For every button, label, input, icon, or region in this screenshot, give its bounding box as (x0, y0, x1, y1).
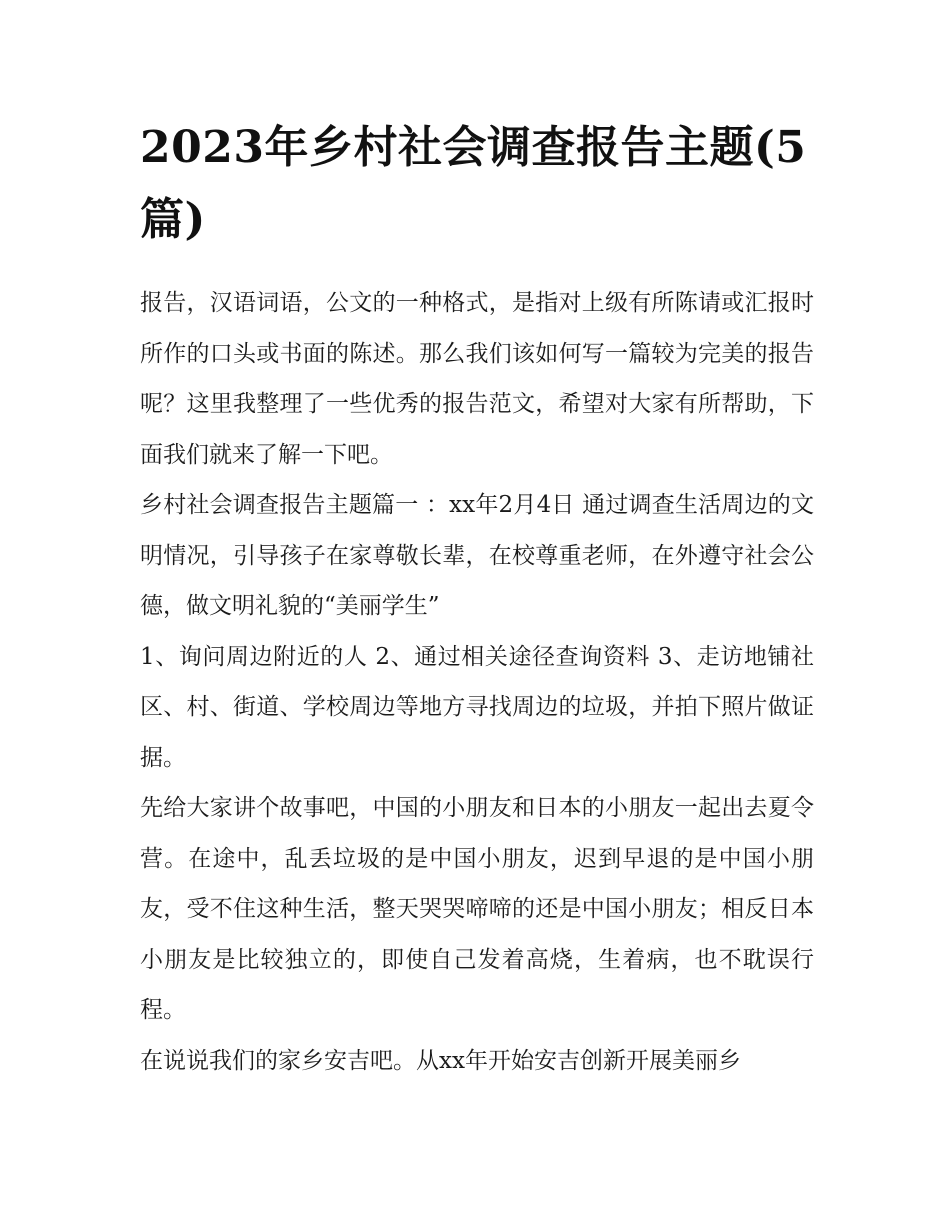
paragraph-intro: 报告，汉语词语，公文的一种格式，是指对上级有所陈请或汇报时所作的口头或书面的陈述。那么我们该如何写一篇较为完美的报告呢？这里我整理了一些优秀的报告范文，希望对大家有所帮助，下面我们就来了解一下吧。 (140, 290, 814, 468)
paragraph-report-one-topic: 乡村社会调查报告主题篇一 ：xx年2月4日 通过调查生活周边的文明情况，引导孩子在家尊敬长辈，在校尊重老师，在外遵守社会公德，做文明礼貌的“美丽学生” (140, 492, 814, 619)
paragraph-hometown: 在说说我们的家乡安吉吧。从xx年开始安吉创新开展美丽乡 (140, 1047, 741, 1074)
paragraph-methods: 1、询问周边附近的人 2、通过相关途径查询资料 3、走访地铺社区、村、街道、学校周边等地方寻找周边的垃圾，并拍下照片做证据。 (140, 643, 814, 771)
document-title: 2023年乡村社会调查报告主题(5篇) (140, 122, 807, 245)
paragraph-story: 先给大家讲个故事吧，中国的小朋友和日本的小朋友一起出去夏令营。在途中，乱丢垃圾的是中国小朋友，迟到早退的是中国小朋友，受不住这种生活，整天哭哭啼啼的还是中国小朋友；相反日本小朋友是比较独立的，即使自己发着高烧，生着病，也不耽误行程。 (140, 795, 814, 1023)
document-body (140, 112, 814, 1086)
